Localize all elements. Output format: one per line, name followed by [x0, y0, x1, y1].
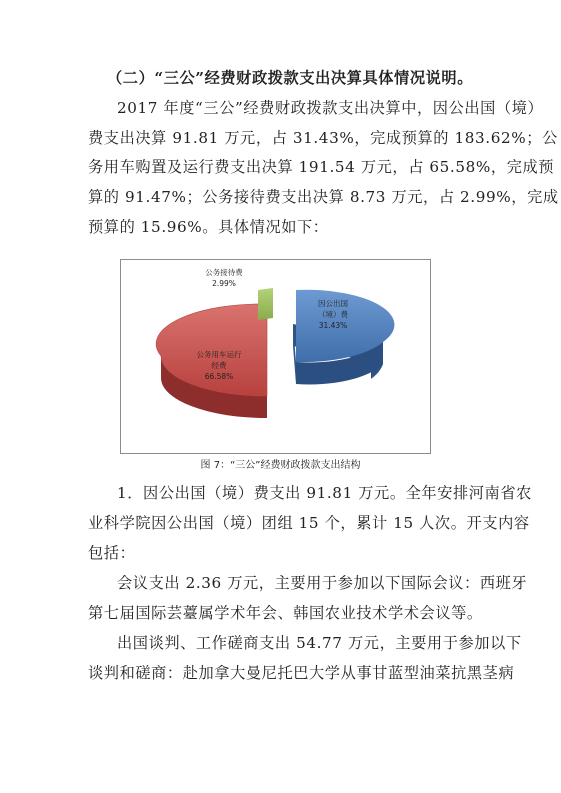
intro-line-5: 预算的 15.96%。具体情况如下： [88, 218, 329, 236]
pie-chart [121, 260, 430, 453]
pie-label-car-percent: 66.58% [204, 372, 234, 381]
body-line-1: 1．因公出国（境）费支出 91.81 万元。全年安排河南省农 [117, 484, 532, 502]
pie-label-abroad-name-b: （境）费 [318, 310, 348, 319]
pie-slice-reception [258, 288, 273, 320]
pie-chart-frame [120, 259, 431, 454]
pie-label-reception-name: 公务接待费 [205, 268, 243, 277]
body-line-7: 谈判和磋商：赴加拿大曼尼托巴大学从事甘蓝型油菜抗黑茎病 [88, 664, 515, 682]
section-heading: （二）“三公”经费财政拨款支出决算具体情况说明。 [107, 69, 473, 87]
body-line-6: 出国谈判、工作磋商支出 54.77 万元，主要用于参加以下 [117, 634, 522, 652]
intro-line-4: 算的 91.47%；公务接待费支出决算 8.73 万元，占 2.99%，完成 [88, 188, 559, 206]
pie-label-reception-percent: 2.99% [212, 279, 236, 288]
pie-label-abroad-percent: 31.43% [318, 321, 348, 330]
body-line-3: 包括： [88, 544, 136, 562]
intro-line-1: 2017 年度“三公”经费财政拨款支出决算中，因公出国（境） [117, 99, 544, 117]
intro-line-2: 费支出决算 91.81 万元，占 31.43%，完成预算的 183.62%；公 [88, 129, 558, 147]
pie-label-abroad-name-a: 因公出国 [318, 299, 348, 308]
body-line-4: 会议支出 2.36 万元，主要用于参加以下国际会议：西班牙 [117, 574, 528, 592]
intro-line-3: 务用车购置及运行费支出决算 191.54 万元，占 65.58%，完成预 [88, 158, 555, 176]
chart-caption: 图 7：“三公”经费财政拨款支出结构 [200, 460, 361, 471]
body-line-2: 业科学院因公出国（境）团组 15 个，累计 15 人次。开支内容 [88, 514, 530, 532]
body-line-5: 第七届国际芸薹属学术年会、韩国农业技术学术会议等。 [88, 604, 483, 622]
pie-label-car-name-a: 公务用车运行 [196, 350, 242, 359]
pie-label-car-name-b: 经费 [211, 361, 227, 370]
